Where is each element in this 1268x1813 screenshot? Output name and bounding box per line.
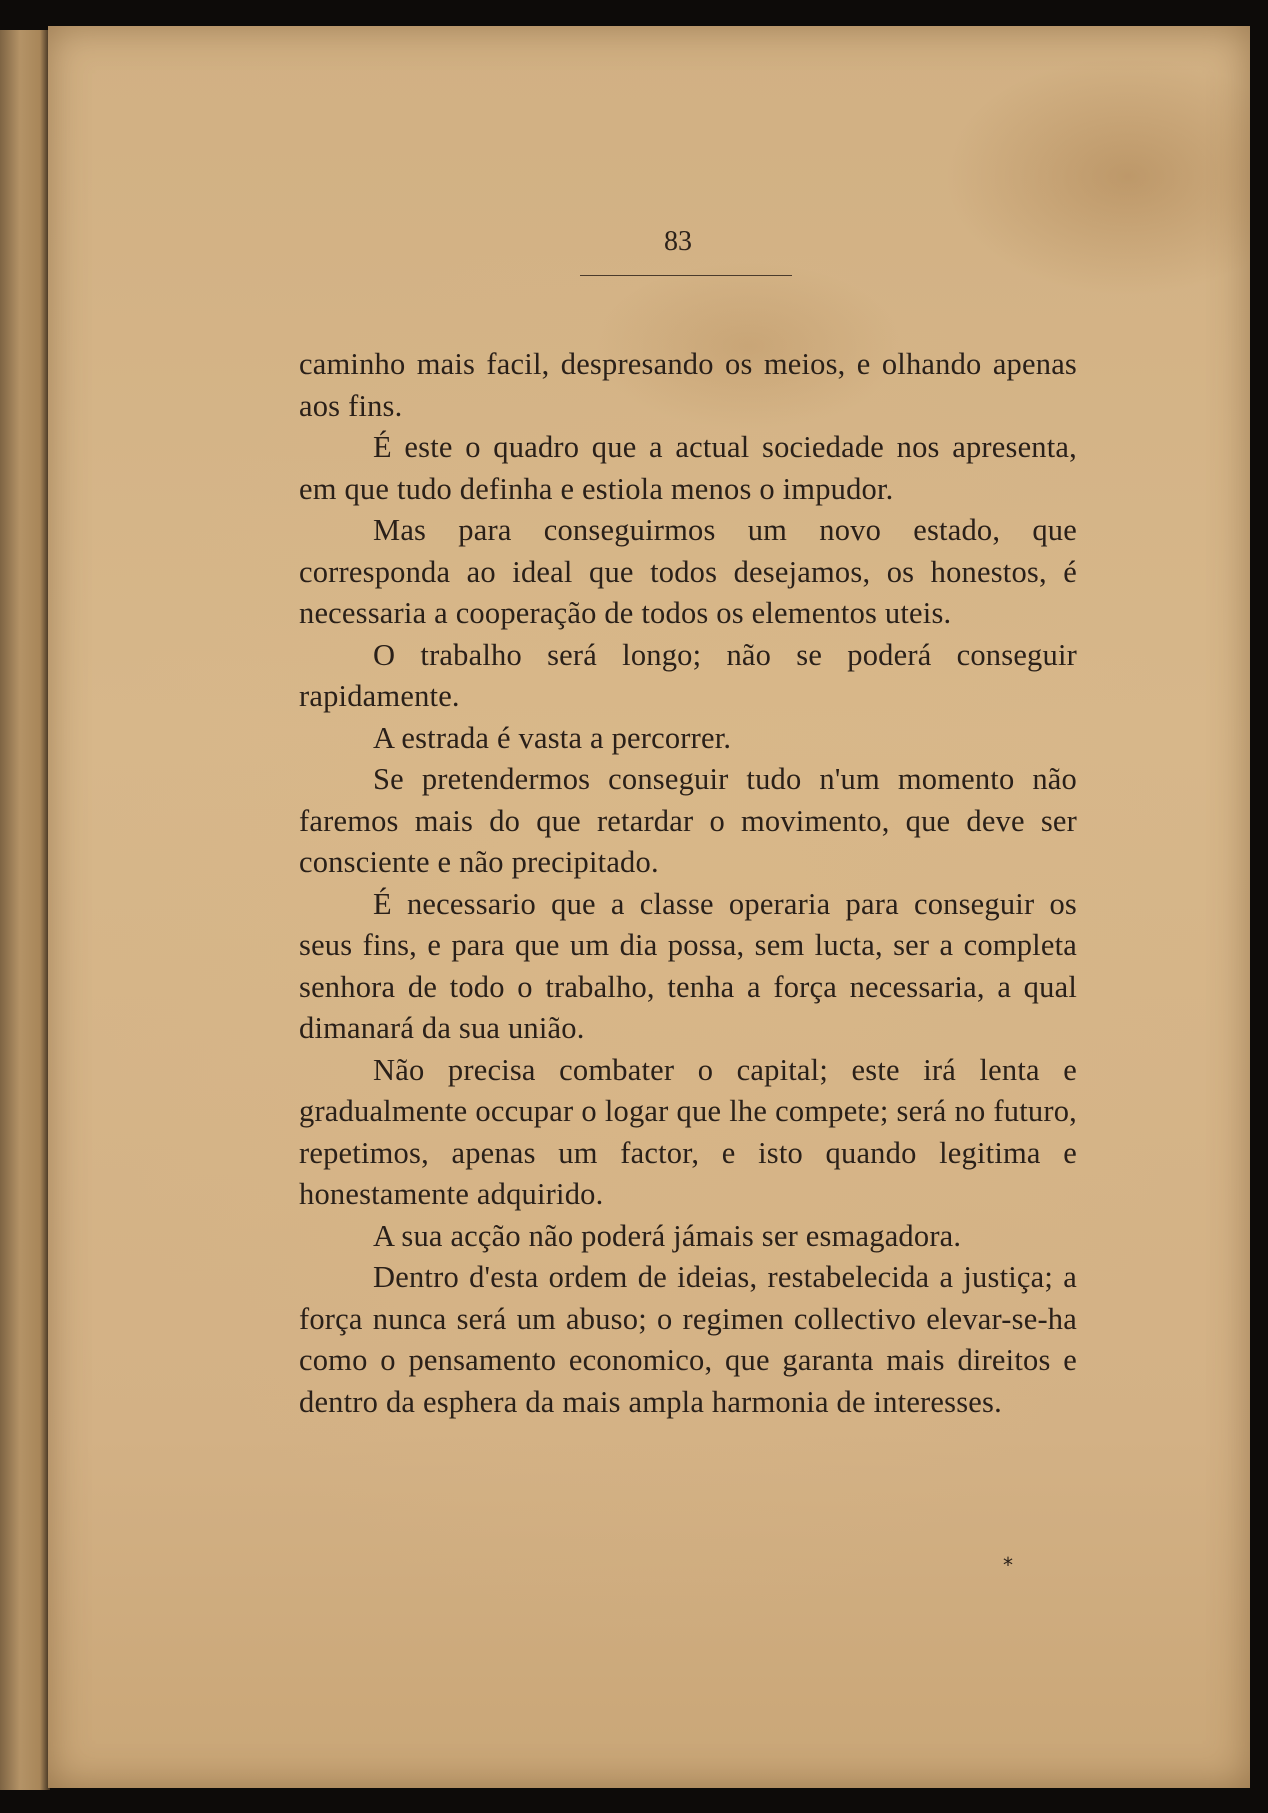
- body-text: [299, 344, 1077, 1423]
- book-page: [48, 26, 1250, 1788]
- page-number: 83: [664, 226, 692, 257]
- paragraph-1: caminho mais facil, despresando os meios, e olhando apenas aos fins.: [299, 347, 1077, 423]
- paragraph-3: Mas para conseguirmos um novo estado, que corresponda ao ideal que todos desejamos, os honestos, é necessaria a cooperação de todos os elementos uteis.: [299, 513, 1077, 630]
- previous-page-edge: [0, 30, 50, 1790]
- paragraph-8: Não precisa combater o capital; este irá lenta e gradualmente occupar o logar que lhe compete; será no futuro, repetimos, apenas um factor, e isto quando legitima e honestamente adquirido.: [299, 1052, 1077, 1211]
- paragraph-5: A estrada é vasta a percorrer.: [373, 720, 732, 755]
- paragraph-10: Dentro d'esta ordem de ideias, restabelecida a justiça; a força nunca será um abuso; o regimen collectivo elevar-se-ha como o pensamento economico, que garanta mais direitos e dentro da esphera da mais ampla harmonia de interesses.: [299, 1260, 1077, 1419]
- end-asterisk: *: [1003, 1553, 1013, 1577]
- paragraph-7: É necessario que a classe operaria para conseguir os seus fins, e para que um dia possa, sem lucta, ser a completa senhora de todo o trabalho, tenha a força necessaria, a qual dimanará da sua união.: [299, 886, 1077, 1045]
- paragraph-9: A sua acção não poderá jámais ser esmagadora.: [373, 1218, 962, 1253]
- header-rule: [580, 275, 792, 276]
- paragraph-2: É este o quadro que a actual sociedade nos apresenta, em que tudo definha e estiola menos o impudor.: [299, 430, 1077, 506]
- paragraph-6: Se pretendermos conseguir tudo n'um momento não faremos mais do que retardar o movimento, que deve ser consciente e não precipitado.: [299, 762, 1077, 879]
- paragraph-4: O trabalho será longo; não se poderá conseguir rapidamente.: [299, 637, 1077, 713]
